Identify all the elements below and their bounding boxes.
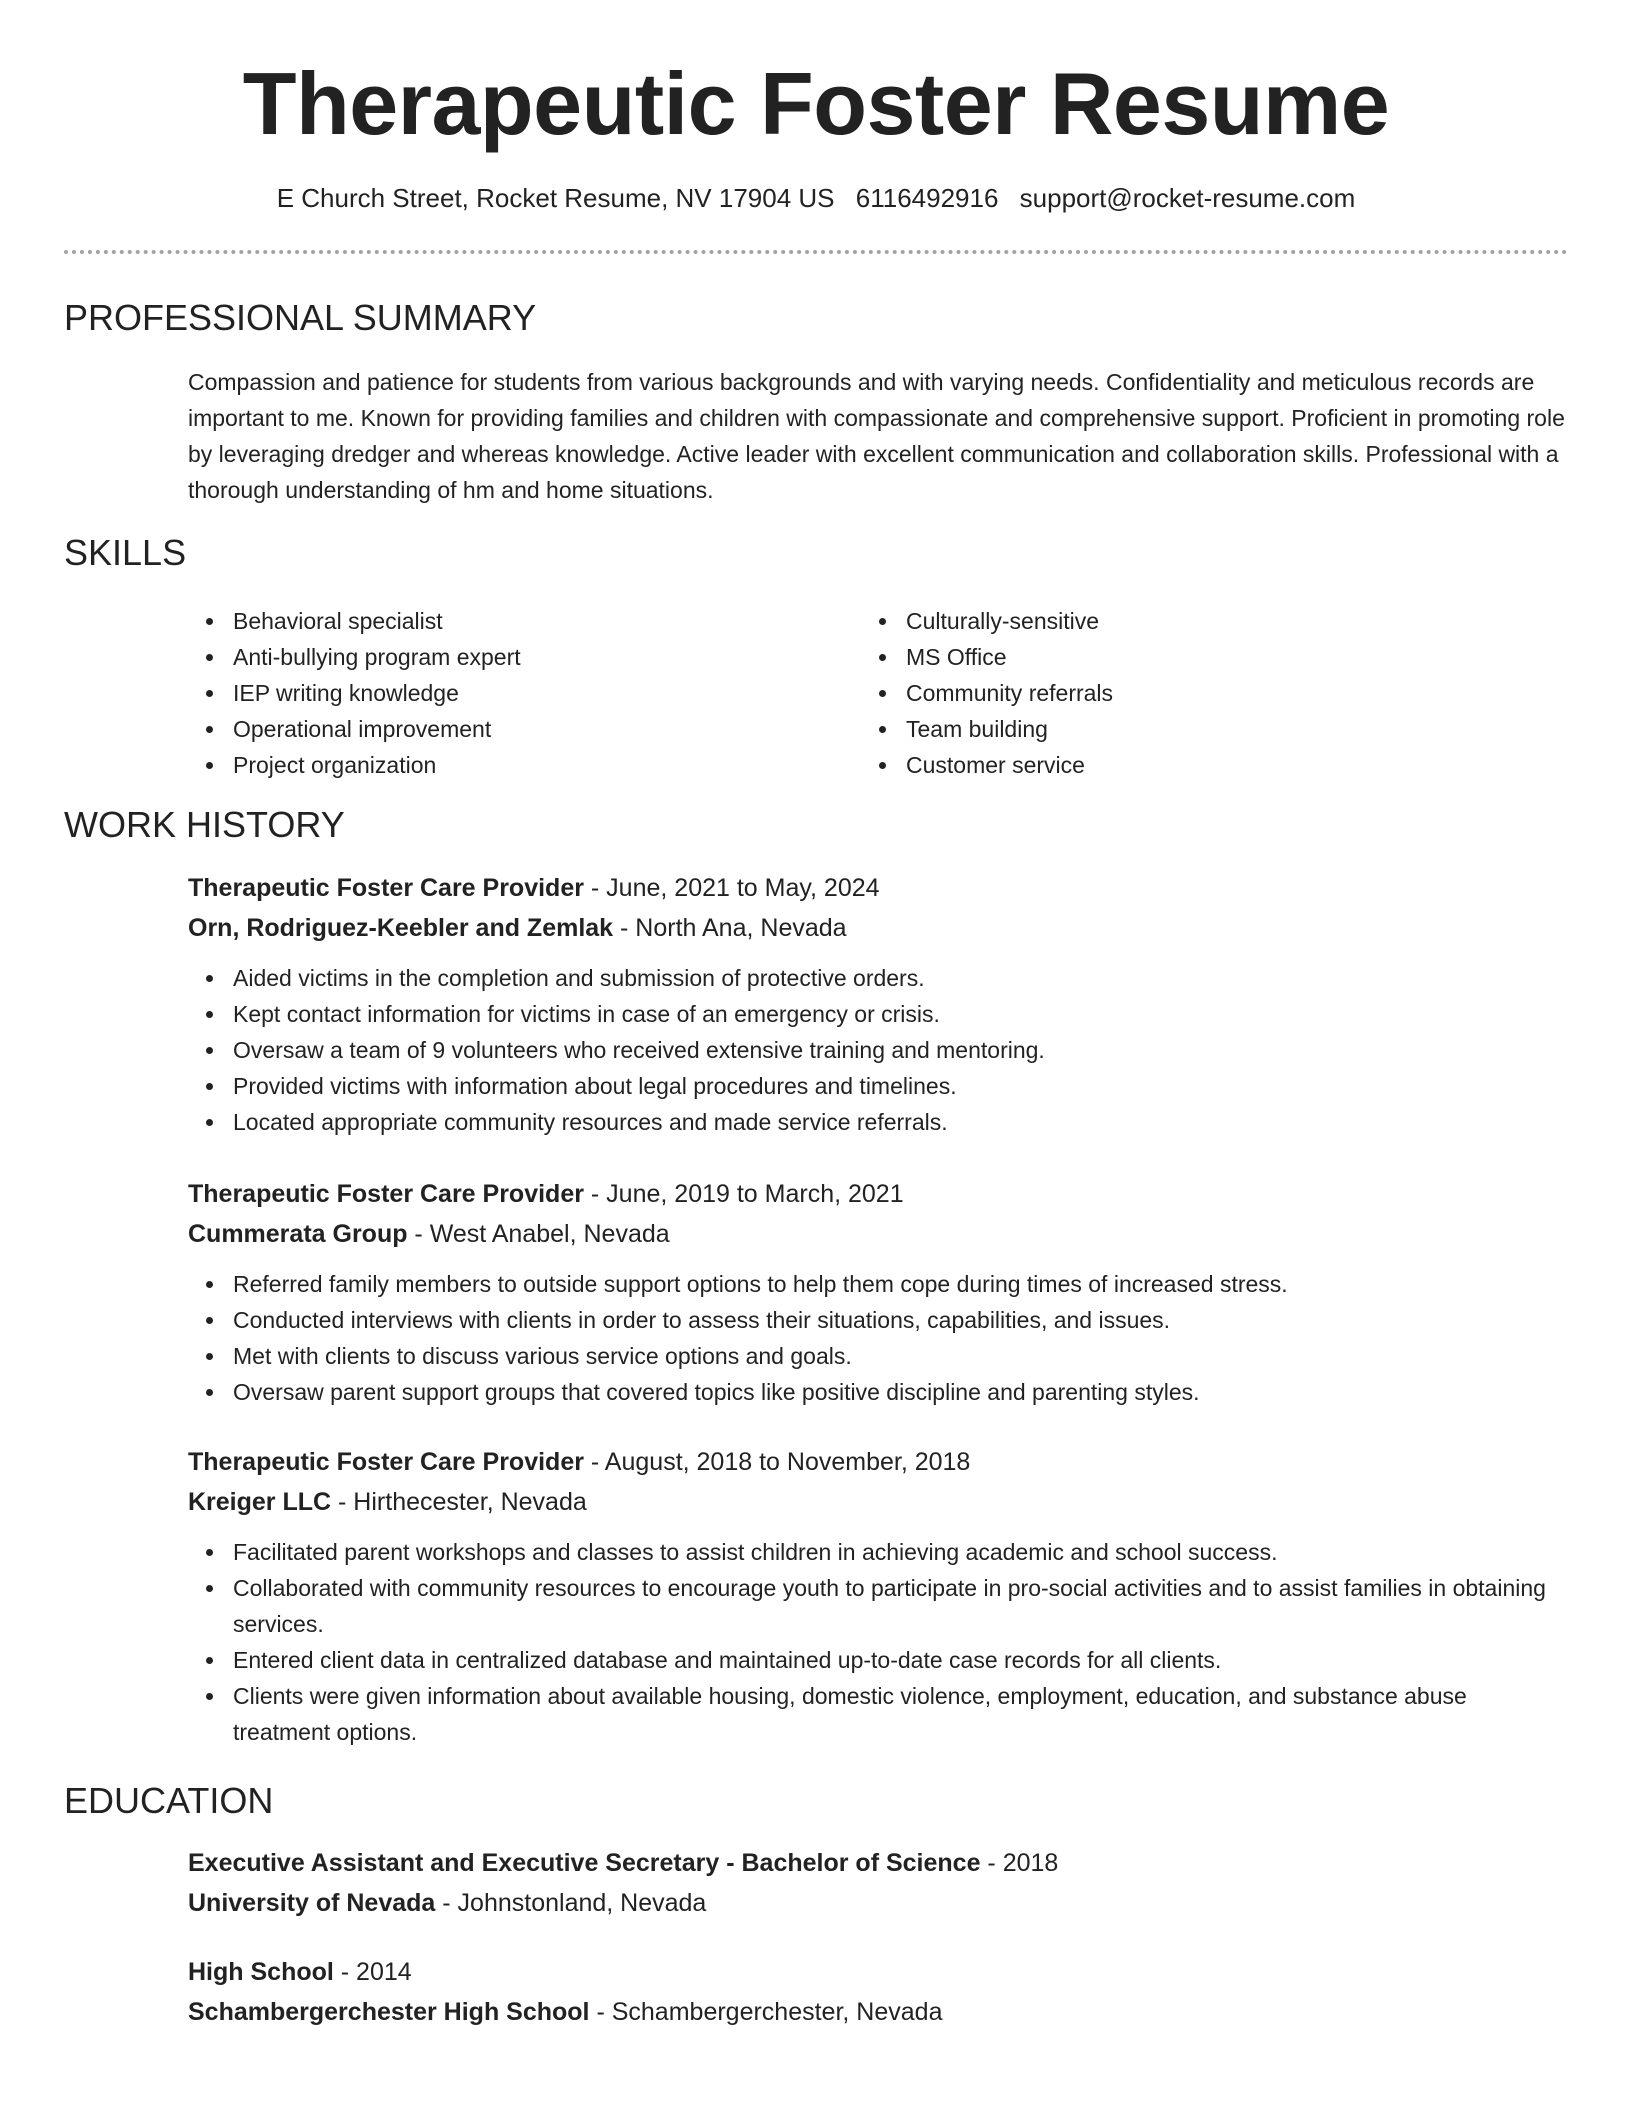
job-bullet: Entered client data in centralized database and maintained up-to-date case records for all clients.: [188, 1642, 1568, 1678]
skills-column-right: [861, 603, 1113, 783]
section-title-work-history: WORK HISTORY: [64, 804, 345, 845]
job-bullet: Clients were given information about available housing, domestic violence, employment, education, and substance abuse treatment options.: [188, 1678, 1568, 1750]
skill-item: Behavioral specialist: [188, 603, 521, 639]
skill-item: IEP writing knowledge: [188, 675, 521, 711]
job-company: Cummerata Group: [188, 1220, 408, 1248]
education-entry: [188, 1843, 1568, 1923]
job-bullet: Conducted interviews with clients in order to assess their situations, capabilities, and issues.: [188, 1302, 1568, 1338]
resume-name: Therapeutic Foster Resume: [242, 54, 1390, 153]
education-degree: Executive Assistant and Executive Secretary - Bachelor of Science: [188, 1849, 981, 1877]
education-location: - Schambergerchester, Nevada: [589, 1998, 943, 2026]
section-title-summary: PROFESSIONAL SUMMARY: [64, 297, 537, 338]
job-bullet: Provided victims with information about legal procedures and timelines.: [188, 1068, 1568, 1104]
job-title-line: [188, 868, 1568, 908]
education-year: - 2018: [980, 1849, 1059, 1877]
job-bullet: Kept contact information for victims in case of an emergency or crisis.: [188, 996, 1568, 1032]
job-company-line: [188, 1482, 1568, 1522]
job-role: Therapeutic Foster Care Provider: [188, 1448, 584, 1476]
education-degree: High School: [188, 1958, 334, 1986]
job-company: Kreiger LLC: [188, 1488, 332, 1516]
education-year: - 2014: [333, 1958, 412, 1986]
job-role: Therapeutic Foster Care Provider: [188, 1180, 584, 1208]
section-title-education: EDUCATION: [64, 1780, 274, 1821]
work-entry: [188, 1174, 1568, 1410]
skill-item: MS Office: [861, 639, 1113, 675]
education-school: Schambergerchester High School: [188, 1998, 590, 2026]
section-title-skills: SKILLS: [64, 532, 187, 573]
skill-item: Community referrals: [861, 675, 1113, 711]
job-bullet: Oversaw parent support groups that covered topics like positive discipline and parenting styles.: [188, 1374, 1568, 1410]
job-location: - West Anabel, Nevada: [407, 1220, 670, 1248]
skill-item: Customer service: [861, 747, 1113, 783]
skill-item: Anti-bullying program expert: [188, 639, 521, 675]
job-bullet: Oversaw a team of 9 volunteers who received extensive training and mentoring.: [188, 1032, 1568, 1068]
job-bullet: Located appropriate community resources and made service referrals.: [188, 1104, 1568, 1140]
job-bullets: [188, 1534, 1568, 1750]
contact-email: support@rocket-resume.com: [1019, 183, 1356, 213]
skill-item: Team building: [861, 711, 1113, 747]
contact-phone: 6116492916: [855, 183, 999, 213]
job-location: - Hirthecester, Nevada: [331, 1488, 587, 1516]
job-company: Orn, Rodriguez-Keebler and Zemlak: [188, 914, 614, 942]
job-role: Therapeutic Foster Care Provider: [188, 874, 584, 902]
education-degree-line: [188, 1952, 1568, 1992]
job-bullet: Referred family members to outside support options to help them cope during times of increased stress.: [188, 1266, 1568, 1302]
job-bullet: Facilitated parent workshops and classes to assist children in achieving academic and school success.: [188, 1534, 1568, 1570]
job-bullet: Aided victims in the completion and submission of protective orders.: [188, 960, 1568, 996]
job-title-line: [188, 1442, 1568, 1482]
skill-item: Project organization: [188, 747, 521, 783]
education-school-line: [188, 1883, 1568, 1923]
skills-column-left: [188, 603, 521, 783]
job-dates: - June, 2019 to March, 2021: [583, 1180, 904, 1208]
header-divider: [64, 250, 1568, 254]
education-school: University of Nevada: [188, 1889, 436, 1917]
job-dates: - June, 2021 to May, 2024: [583, 874, 880, 902]
contact-address: E Church Street, Rocket Resume, NV 17904 US: [276, 183, 835, 213]
skill-item: Operational improvement: [188, 711, 521, 747]
summary-text: Compassion and patience for students from various backgrounds and with varying needs. Confidentiality and meticulous records are important to me. Known for providing families and children with compassionate and comprehensive support. Proficient in promoting role by leveraging dredger and whereas knowledge. Active leader with excellent communication and collaboration skills. Professional with a thorough understanding of hm and home situations.: [188, 369, 1565, 503]
education-entry: [188, 1952, 1568, 2032]
job-bullets: [188, 960, 1568, 1140]
education-location: - Johnstonland, Nevada: [435, 1889, 707, 1917]
education-degree-line: [188, 1843, 1568, 1883]
job-company-line: [188, 908, 1568, 948]
contact-line: [0, 180, 1632, 216]
job-title-line: [188, 1174, 1568, 1214]
education-school-line: [188, 1992, 1568, 2032]
job-company-line: [188, 1214, 1568, 1254]
work-entry: [188, 868, 1568, 1140]
job-bullet: Collaborated with community resources to encourage youth to participate in pro-social activities and to assist families in obtaining services.: [188, 1570, 1568, 1642]
job-dates: - August, 2018 to November, 2018: [583, 1448, 971, 1476]
job-bullet: Met with clients to discuss various service options and goals.: [188, 1338, 1568, 1374]
work-entry: [188, 1442, 1568, 1750]
job-location: - North Ana, Nevada: [613, 914, 847, 942]
skill-item: Culturally-sensitive: [861, 603, 1113, 639]
job-bullets: [188, 1266, 1568, 1410]
